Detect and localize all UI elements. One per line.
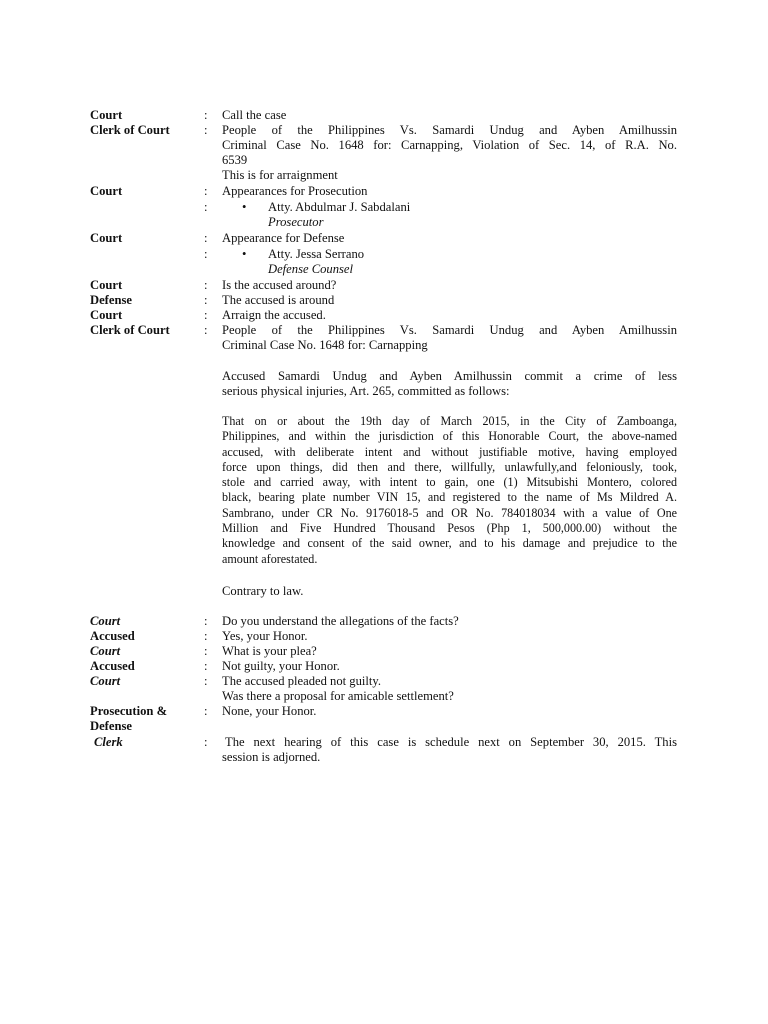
speaker-label: Defense xyxy=(90,293,132,307)
statement-line: Criminal Case No. 1648 for: Carnapping xyxy=(222,338,428,352)
paragraph-line: stole and carried away, with intent to gain, one (1) Mitsubishi Montero, colored xyxy=(222,475,677,490)
colon: : xyxy=(204,704,208,718)
speaker-label: Court xyxy=(90,184,123,198)
colon: : xyxy=(204,184,208,198)
speaker-label: Court xyxy=(90,674,121,688)
colon: : xyxy=(204,674,208,688)
speaker-label-line: Prosecution & xyxy=(90,704,168,718)
statement-line: People of the Philippines Vs. Samardi Undug and Ayben Amilhussin xyxy=(222,323,677,337)
statement xyxy=(222,123,677,183)
statement: Not guilty, your Honor. xyxy=(222,659,340,673)
speaker-label: Clerk xyxy=(94,735,123,749)
attorney-role: Prosecutor xyxy=(268,215,324,229)
statement: Appearance for Defense xyxy=(222,231,345,245)
paragraph-line: serious physical injuries, Art. 265, committed as follows: xyxy=(222,384,510,398)
statement-line: session is adjorned. xyxy=(222,750,321,764)
speaker-label: Court xyxy=(90,614,121,628)
information-body xyxy=(222,414,677,567)
statement: Do you understand the allegations of the facts? xyxy=(222,614,459,628)
bullet-icon: • xyxy=(242,247,247,261)
statement: Appearances for Prosecution xyxy=(222,184,368,198)
colon: : xyxy=(204,278,208,292)
statement xyxy=(222,323,677,353)
speaker-label: Accused xyxy=(90,659,135,673)
colon: : xyxy=(204,614,208,628)
statement: None, your Honor. xyxy=(222,704,317,718)
colon: : xyxy=(204,247,208,261)
paragraph-line: accused, with deliberate intent and without justifiable motive, having employed xyxy=(222,444,677,459)
bullet-icon: • xyxy=(242,200,247,214)
paragraph-line: Sambrano, under CR No. 9176018-5 and OR No. 784018034 with a value of One xyxy=(222,505,677,520)
colon: : xyxy=(204,659,208,673)
speaker-label: Court xyxy=(90,231,123,245)
speaker-label: Court xyxy=(90,278,123,292)
statement-line: This is for arraignment xyxy=(222,168,338,182)
colon: : xyxy=(204,735,208,749)
paragraph-line: That on or about the 19th day of March 2015, in the City of Zamboanga, xyxy=(222,414,677,428)
paragraph-line: Million and Five Hundred Thousand Pesos (Php 1, 500,000.00) without the xyxy=(222,521,677,536)
colon: : xyxy=(204,108,208,122)
statement: Yes, your Honor. xyxy=(222,629,308,643)
speaker-label: Court xyxy=(90,644,121,658)
colon: : xyxy=(204,644,208,658)
contrary-to-law: Contrary to law. xyxy=(222,584,304,598)
statement-line: Criminal Case No. 1648 for: Carnapping, Violation of Sec. 14, of R.A. No. xyxy=(222,138,677,152)
statement-line: People of the Philippines Vs. Samardi Undug and Ayben Amilhussin xyxy=(222,123,677,137)
speaker-label: Clerk of Court xyxy=(90,123,170,137)
statement: Arraign the accused. xyxy=(222,308,326,322)
statement-line: Was there a proposal for amicable settlement? xyxy=(222,689,454,703)
information-intro xyxy=(222,369,677,399)
colon: : xyxy=(204,123,208,137)
colon: : xyxy=(204,308,208,322)
speaker-label: Court xyxy=(90,308,123,322)
speaker-label-line: Defense xyxy=(90,719,132,733)
paragraph-line: Accused Samardi Undug and Ayben Amilhussin commit a crime of less xyxy=(222,369,677,383)
paragraph-line: Philippines, and within the jurisdiction of this Honorable Court, the above-named xyxy=(222,429,677,444)
statement-line: 6539 xyxy=(222,153,248,167)
colon: : xyxy=(204,200,208,214)
statement-line: The accused pleaded not guilty. xyxy=(222,674,381,688)
colon: : xyxy=(204,293,208,307)
statement-line: The next hearing of this case is schedule next on September 30, 2015. This xyxy=(225,735,677,749)
colon: : xyxy=(204,323,208,337)
speaker-label: Accused xyxy=(90,629,135,643)
statement: What is your plea? xyxy=(222,644,317,658)
paragraph-line: amount aforestated. xyxy=(222,551,318,566)
paragraph-line: knowledge and consent of the said owner, and to his damage and prejudice to the xyxy=(222,536,677,551)
colon: : xyxy=(204,629,208,643)
paragraph-line: force upon things, did then and there, willfully, unlawfully,and feloniously, took, xyxy=(222,459,677,474)
statement: Is the accused around? xyxy=(222,278,337,292)
statement: The accused is around xyxy=(222,293,335,307)
attorney-role: Defense Counsel xyxy=(268,262,353,276)
speaker-label xyxy=(90,704,200,734)
attorney-name: Atty. Abdulmar J. Sabdalani xyxy=(268,200,411,214)
speaker-label: Court xyxy=(90,108,123,122)
colon: : xyxy=(204,231,208,245)
speaker-label: Clerk of Court xyxy=(90,323,170,337)
statement xyxy=(222,674,677,704)
paragraph-line: black, bearing plate number VIN 15, and registered to the name of Ms Mildred A. xyxy=(222,490,677,505)
attorney-name: Atty. Jessa Serrano xyxy=(268,247,365,261)
statement: Call the case xyxy=(222,108,287,122)
statement xyxy=(222,735,677,765)
